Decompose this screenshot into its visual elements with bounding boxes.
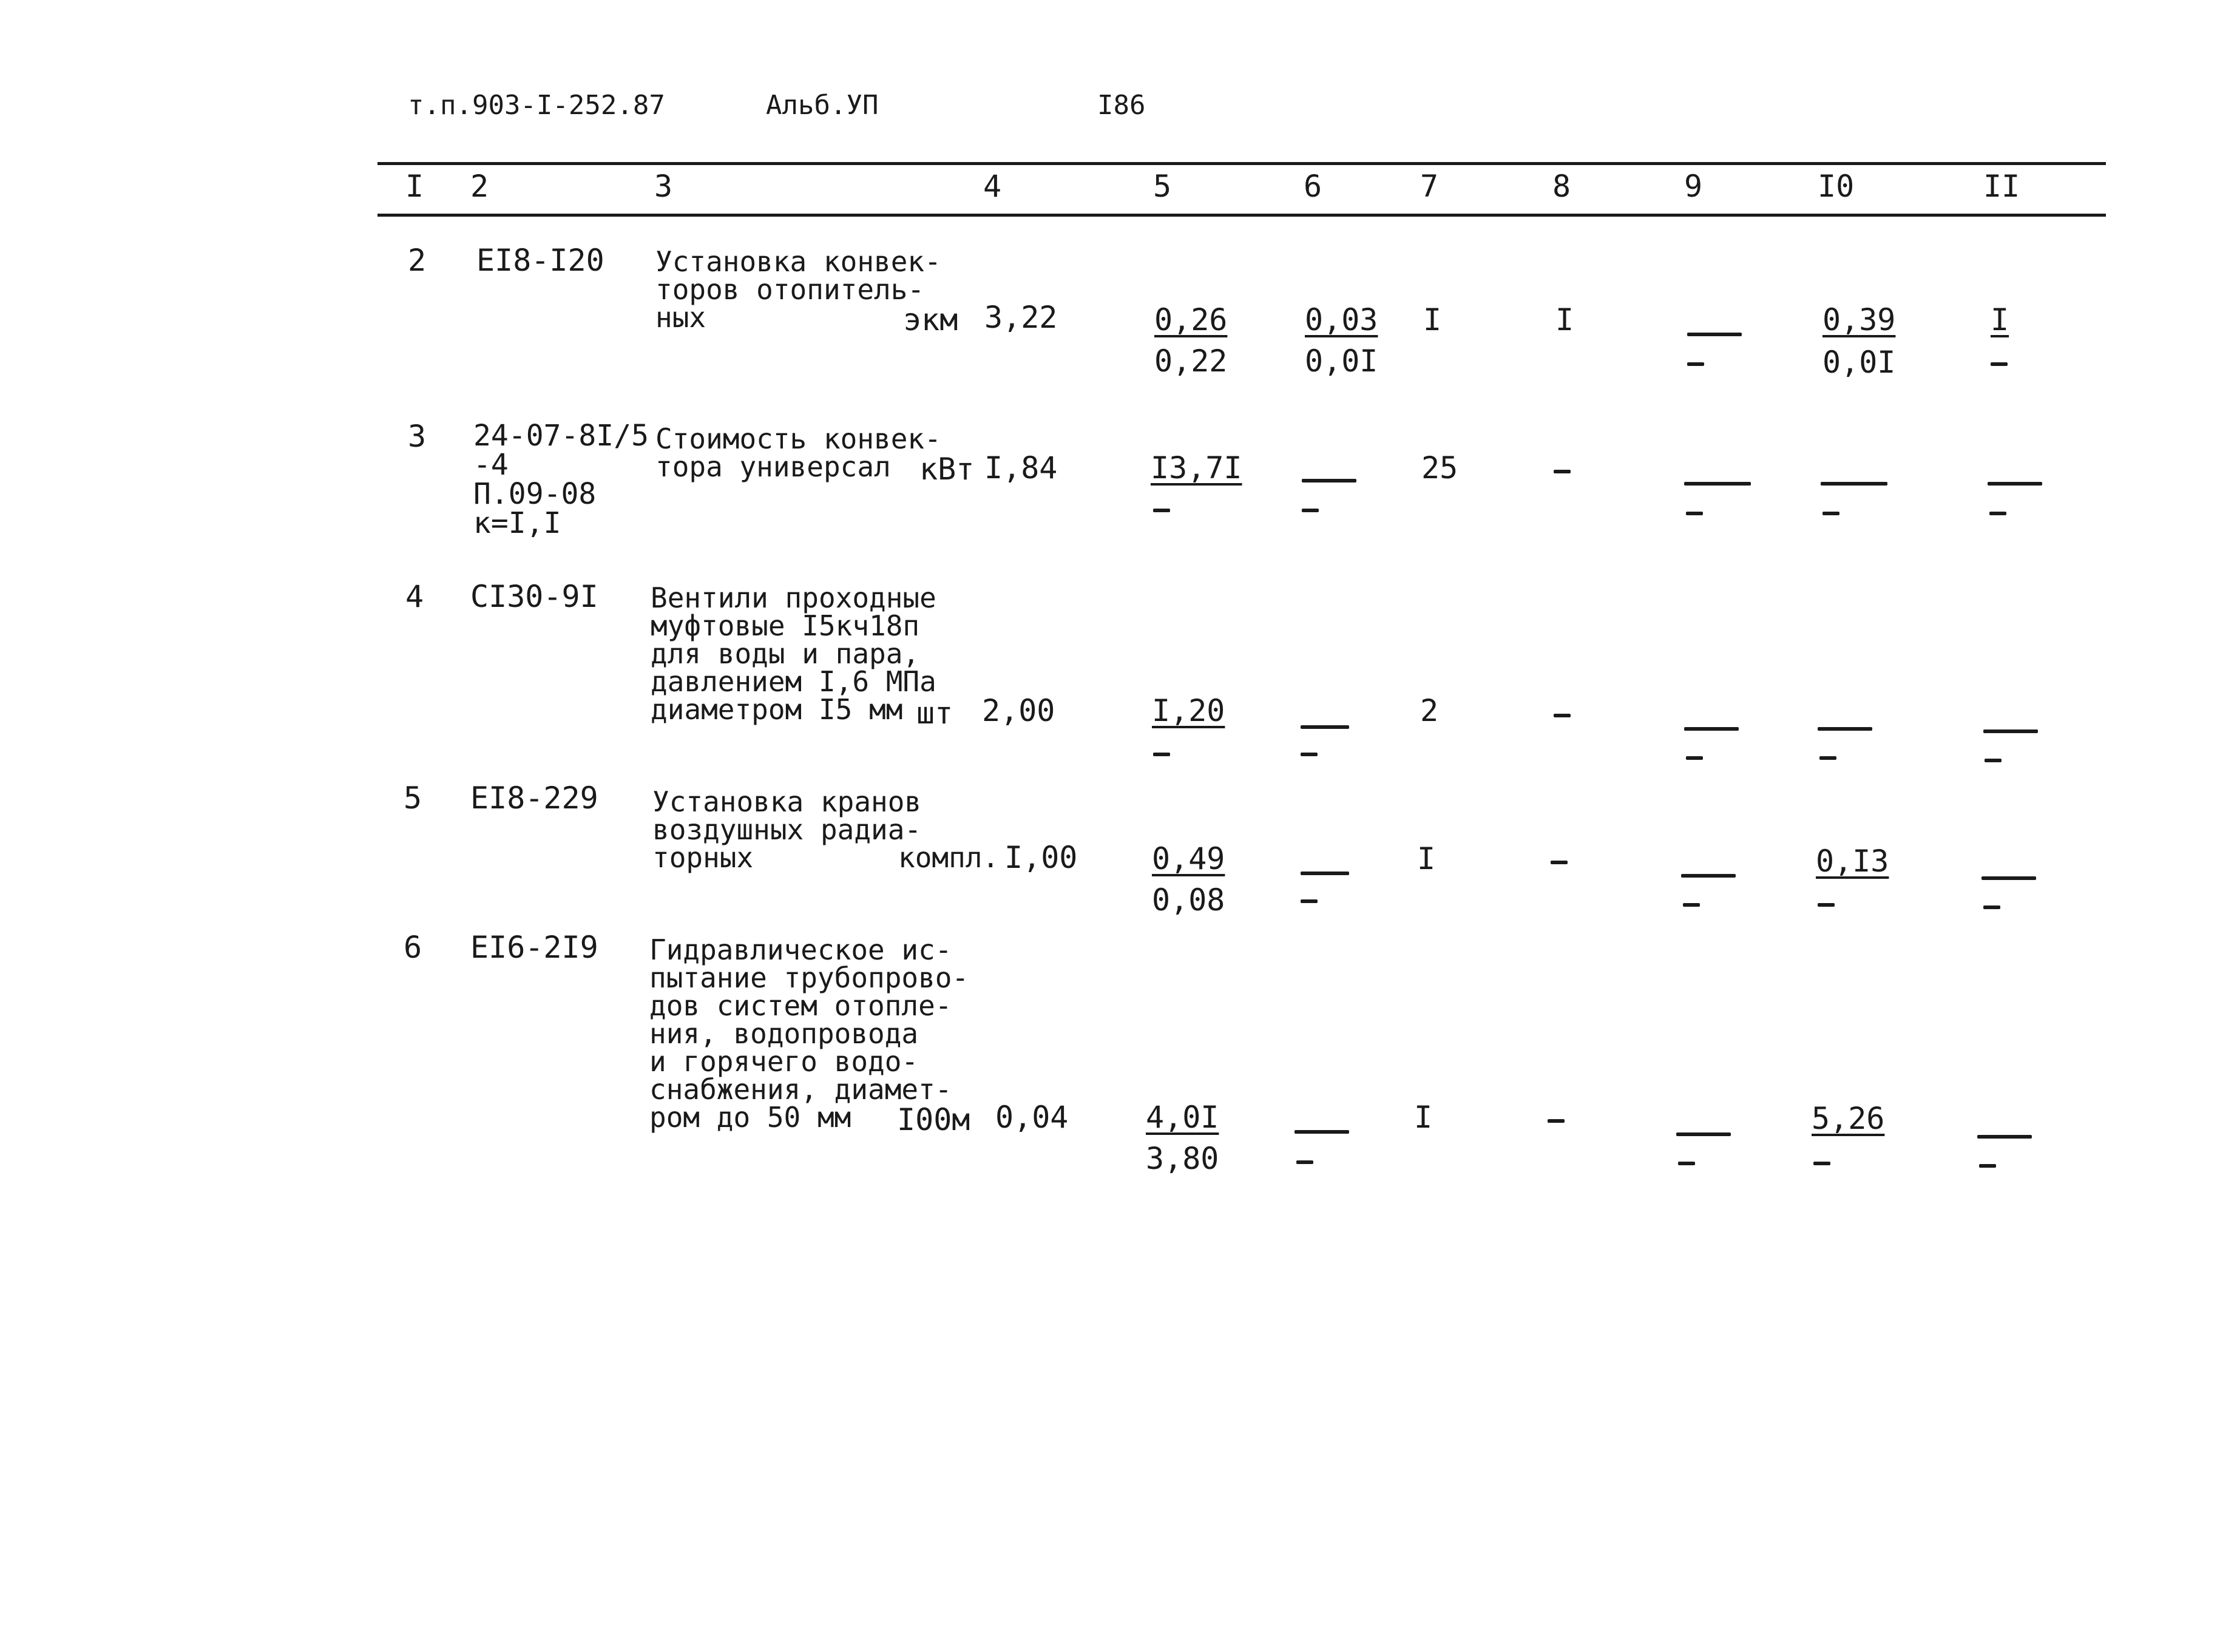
column-header-1: I: [405, 169, 424, 204]
col5-bottom: 3,80: [1146, 1141, 1219, 1176]
col10-top: 5,26: [1812, 1101, 1885, 1136]
work-description: Установка кранов воздушных радиа- торных: [652, 785, 922, 874]
unit: экм: [903, 302, 958, 337]
col10-dash-top: [1821, 482, 1887, 486]
col11-dash-top: [1988, 482, 2042, 486]
col10-dash-bottom: [1822, 512, 1839, 515]
col7-value: I: [1423, 302, 1442, 337]
work-description: Гидравлическое ис- пытание трубопрово- дов систем отопле- ния, водопровода и горячего водо- снабжения, диамет- ром до 50 мм: [649, 933, 969, 1134]
col6-top: 0,03: [1305, 302, 1378, 337]
col8-dash: [1551, 861, 1568, 864]
col6-dash-top: [1294, 1130, 1349, 1134]
col9-dash-bottom: [1686, 512, 1703, 515]
col8-dash: [1554, 470, 1571, 473]
col9-dash-bottom: [1683, 903, 1700, 907]
work-description: Стоимость конвек- тора универсал: [655, 422, 941, 483]
col6-dash-bottom: [1301, 899, 1318, 903]
col8-value: I: [1555, 302, 1574, 337]
album-label: Альб.УП: [766, 90, 879, 121]
col6-dash-bottom: [1302, 509, 1319, 512]
page-number: I86: [1097, 90, 1146, 121]
col11-dash-top: [1981, 876, 2036, 880]
table-header-rule: [377, 214, 2106, 217]
col11-dash-bottom: [1989, 512, 2006, 515]
col11-dash-bottom: [1991, 362, 2008, 366]
unit: шт: [916, 696, 953, 731]
col11-dash-top: [1977, 1135, 2032, 1139]
col8-dash: [1548, 1119, 1565, 1123]
row-number: 5: [404, 780, 422, 816]
col11-dash-bottom: [1983, 906, 2000, 909]
col11-dash-top: [1983, 730, 2038, 733]
rate-code: EI8-I20: [476, 243, 604, 278]
column-header-6: 6: [1304, 169, 1322, 204]
col6-dash-bottom: [1301, 753, 1318, 756]
col6-dash-bottom: [1296, 1160, 1313, 1164]
column-header-7: 7: [1420, 169, 1439, 204]
col9-dash-top: [1684, 482, 1751, 486]
quantity: 2,00: [982, 693, 1055, 728]
quantity: I,84: [984, 450, 1058, 486]
col6-bottom: 0,0I: [1305, 344, 1378, 379]
col8-dash: [1554, 714, 1571, 717]
col10-top: 0,I3: [1816, 844, 1889, 879]
col5-dash-bottom: [1153, 753, 1170, 756]
unit: компл.: [898, 841, 1000, 874]
quantity: 0,04: [995, 1100, 1069, 1135]
col7-value: I: [1414, 1100, 1433, 1135]
col10-dash-top: [1818, 727, 1872, 731]
col6-dash-top: [1301, 872, 1349, 875]
col7-value: I: [1417, 841, 1436, 876]
col7-value: 25: [1421, 450, 1458, 486]
col5-bottom: 0,22: [1154, 344, 1228, 379]
column-header-11: II: [1983, 169, 2020, 204]
work-description: Установка конвек- торов отопитель- ных: [655, 245, 941, 334]
work-description: Вентили проходные муфтовые I5кч18п для воды и пара, давлением I,6 МПа диаметром I5 мм: [651, 581, 936, 726]
col9-dash-top: [1676, 1132, 1731, 1136]
col9-dash-top: [1687, 333, 1742, 336]
col11-value: I: [1991, 302, 2009, 337]
document-code: т.п.903-I-252.87: [408, 90, 665, 121]
table-top-rule: [377, 162, 2106, 165]
col5-top: 0,26: [1154, 302, 1228, 337]
row-number: 6: [404, 930, 422, 965]
row-number: 2: [408, 243, 427, 278]
col5-top: 4,0I: [1146, 1100, 1219, 1135]
col6-dash-top: [1302, 479, 1356, 482]
col9-dash-bottom: [1686, 756, 1703, 760]
unit: I00м: [897, 1102, 970, 1137]
col10-dash-bottom: [1819, 756, 1836, 760]
column-header-4: 4: [983, 169, 1002, 204]
col10-dash-bottom: [1813, 1162, 1830, 1165]
column-header-2: 2: [470, 169, 489, 204]
col10-dash-bottom: [1818, 903, 1835, 907]
col5-dash-bottom: [1153, 509, 1170, 512]
col9-dash-top: [1681, 874, 1736, 878]
col7-value: 2: [1420, 693, 1439, 728]
col5-bottom: 0,08: [1152, 882, 1225, 918]
quantity: I,00: [1004, 840, 1078, 875]
rate-code: CI30-9I: [470, 579, 598, 614]
col10-bottom: 0,0I: [1822, 345, 1896, 380]
col5-top: I3,7I: [1151, 450, 1242, 486]
unit: кВт: [919, 452, 975, 487]
col10-top: 0,39: [1822, 302, 1896, 337]
rate-code: 24-07-8I/5 -4 П.09-08 к=I,I: [473, 419, 649, 540]
quantity: 3,22: [984, 300, 1058, 335]
row-number: 4: [405, 579, 424, 614]
column-header-9: 9: [1684, 169, 1703, 204]
column-header-5: 5: [1153, 169, 1172, 204]
col5-top: 0,49: [1152, 841, 1225, 876]
column-header-10: I0: [1818, 169, 1855, 204]
rate-code: EI6-2I9: [470, 930, 598, 965]
col9-dash-bottom: [1687, 362, 1704, 366]
col5-top: I,20: [1152, 693, 1225, 728]
col11-dash-bottom: [1979, 1164, 1996, 1168]
column-header-8: 8: [1552, 169, 1571, 204]
rate-code: EI8-229: [470, 780, 598, 816]
col11-dash-bottom: [1985, 759, 2002, 762]
column-header-3: 3: [654, 169, 673, 204]
col9-dash-bottom: [1678, 1162, 1695, 1165]
col6-dash-top: [1301, 725, 1349, 729]
row-number: 3: [408, 419, 427, 454]
col9-dash-top: [1684, 727, 1739, 731]
